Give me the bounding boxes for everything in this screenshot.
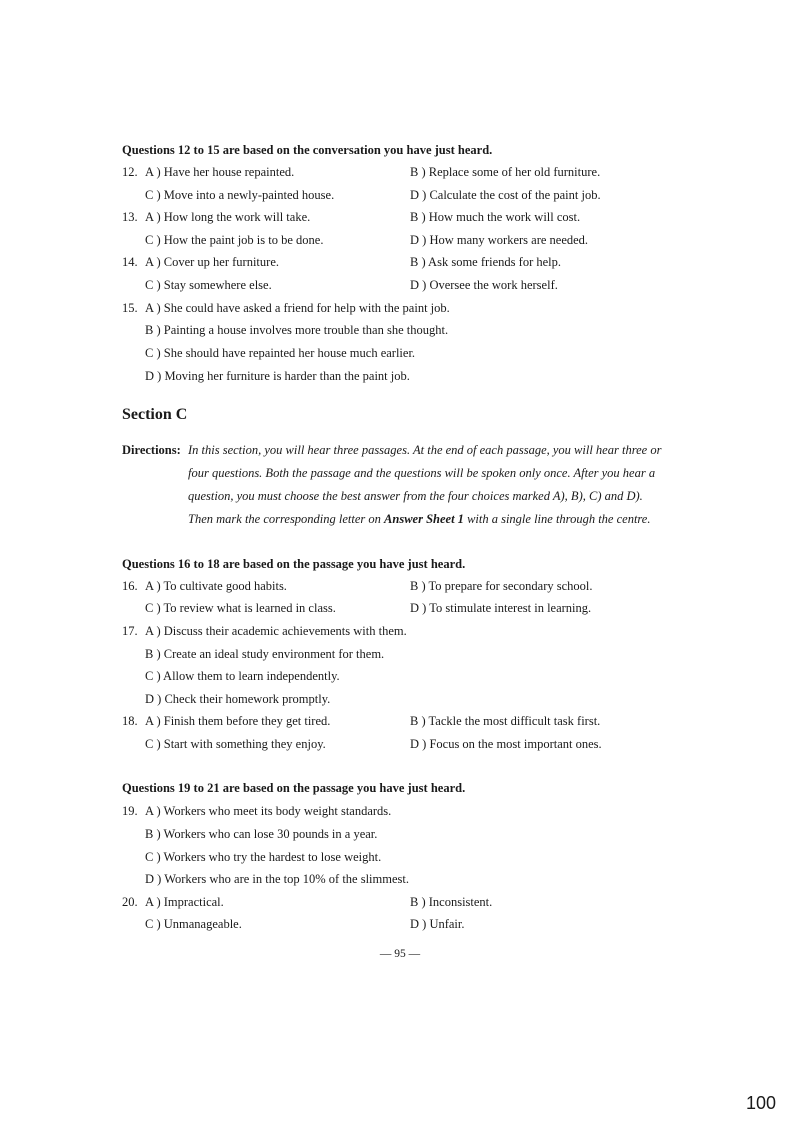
option-c: C ) Move into a newly-painted house.: [145, 188, 335, 202]
group2-heading-line: [0, 554, 800, 574]
option-a: A ) She could have asked a friend for help with the paint job.: [145, 301, 450, 315]
question-row: [0, 666, 800, 686]
option-b: B ) Create an ideal study environment for them.: [145, 647, 385, 661]
question-number: 19.: [122, 804, 138, 818]
option-a: A ) Workers who meet its body weight standards.: [145, 804, 392, 818]
option-c: C ) Unmanageable.: [145, 917, 242, 931]
question-row: [0, 689, 800, 709]
option-d: D ) Focus on the most important ones.: [410, 737, 602, 751]
question-row: [0, 230, 800, 250]
option-b: B ) Inconsistent.: [410, 895, 493, 909]
option-c: C ) How the paint job is to be done.: [145, 233, 324, 247]
option-d: D ) Workers who are in the top 10% of the slimmest.: [145, 872, 409, 886]
question-row: [0, 644, 800, 664]
question-number: 17.: [122, 624, 138, 638]
option-a: A ) Cover up her furniture.: [145, 255, 279, 269]
question-row: [0, 366, 800, 386]
directions-line: [0, 463, 800, 483]
question-row: [0, 598, 800, 618]
question-row: [0, 801, 800, 821]
option-c: C ) Workers who try the hardest to lose weight.: [145, 850, 382, 864]
directions-text: [188, 509, 651, 529]
directions-text: In this section, you will hear three passages. At the end of each passage, you will hear three or: [188, 443, 662, 457]
option-a: A ) Discuss their academic achievements with them.: [145, 624, 407, 638]
question-row: [0, 576, 800, 596]
option-d: D ) Check their homework promptly.: [145, 692, 331, 706]
page-number: — 95 —: [379, 948, 421, 960]
group-heading: Questions 19 to 21 are based on the passage you have just heard.: [122, 781, 466, 795]
section-title-line: [0, 404, 800, 428]
directions-text-part: with a single line through the centre.: [463, 512, 651, 526]
question-row: [0, 914, 800, 934]
directions-text-part: Then mark the corresponding letter on: [188, 512, 385, 526]
question-number: 12.: [122, 165, 138, 179]
option-b: B ) Workers who can lose 30 pounds in a year.: [145, 827, 378, 841]
option-b: B ) Ask some friends for help.: [410, 255, 562, 269]
question-row: [0, 711, 800, 731]
corner-page-number: 100: [745, 1093, 776, 1113]
question-row: [0, 892, 800, 912]
question-row: [0, 824, 800, 844]
group-heading: Questions 12 to 15 are based on the conversation you have just heard.: [122, 143, 493, 157]
question-number: 16.: [122, 579, 138, 593]
option-d: D ) Moving her furniture is harder than the paint job.: [145, 369, 410, 383]
option-b: B ) Painting a house involves more trouble than she thought.: [145, 323, 449, 337]
directions-line: [0, 509, 800, 529]
directions-text: four questions. Both the passage and the questions will be spoken only once. After you hear a: [188, 466, 656, 480]
question-row: [0, 207, 800, 227]
question-number: 15.: [122, 301, 138, 315]
option-d: D ) How many workers are needed.: [410, 233, 589, 247]
option-b: B ) Tackle the most difficult task first.: [410, 714, 601, 728]
group3-heading-line: [0, 778, 800, 798]
question-number: 13.: [122, 210, 138, 224]
option-b: B ) To prepare for secondary school.: [410, 579, 593, 593]
question-row: [0, 162, 800, 182]
question-row: [0, 275, 800, 295]
option-c: C ) To review what is learned in class.: [145, 601, 336, 615]
option-b: B ) Replace some of her old furniture.: [410, 165, 601, 179]
question-row: [0, 298, 800, 318]
directions-line: [0, 440, 800, 460]
option-b: B ) How much the work will cost.: [410, 210, 581, 224]
directions-text: question, you must choose the best answer from the four choices marked A), B), C) and D).: [188, 489, 643, 503]
question-row: [0, 621, 800, 641]
question-number: 14.: [122, 255, 138, 269]
option-a: A ) Impractical.: [145, 895, 224, 909]
directions-line: [0, 486, 800, 506]
option-c: C ) She should have repainted her house much earlier.: [145, 346, 416, 360]
question-row: [0, 320, 800, 340]
question-row: [0, 252, 800, 272]
question-row: [0, 734, 800, 754]
option-a: A ) To cultivate good habits.: [145, 579, 287, 593]
option-a: A ) Finish them before they get tired.: [145, 714, 331, 728]
option-c: C ) Allow them to learn independently.: [145, 669, 340, 683]
question-row: [0, 847, 800, 867]
option-d: D ) Unfair.: [410, 917, 465, 931]
option-d: D ) To stimulate interest in learning.: [410, 601, 592, 615]
question-number: 20.: [122, 895, 138, 909]
group1-heading-line: [0, 140, 800, 160]
question-row: [0, 185, 800, 205]
question-number: 18.: [122, 714, 138, 728]
option-a: A ) Have her house repainted.: [145, 165, 295, 179]
question-row: [0, 869, 800, 889]
answer-sheet-label: Answer Sheet 1: [384, 512, 464, 526]
option-d: D ) Oversee the work herself.: [410, 278, 558, 292]
option-d: D ) Calculate the cost of the paint job.: [410, 188, 601, 202]
question-row: [0, 343, 800, 363]
group-heading: Questions 16 to 18 are based on the passage you have just heard.: [122, 557, 466, 571]
option-c: C ) Start with something they enjoy.: [145, 737, 326, 751]
option-c: C ) Stay somewhere else.: [145, 278, 272, 292]
section-title: Section C: [122, 406, 188, 423]
option-a: A ) How long the work will take.: [145, 210, 311, 224]
directions-label: Directions:: [122, 443, 181, 457]
